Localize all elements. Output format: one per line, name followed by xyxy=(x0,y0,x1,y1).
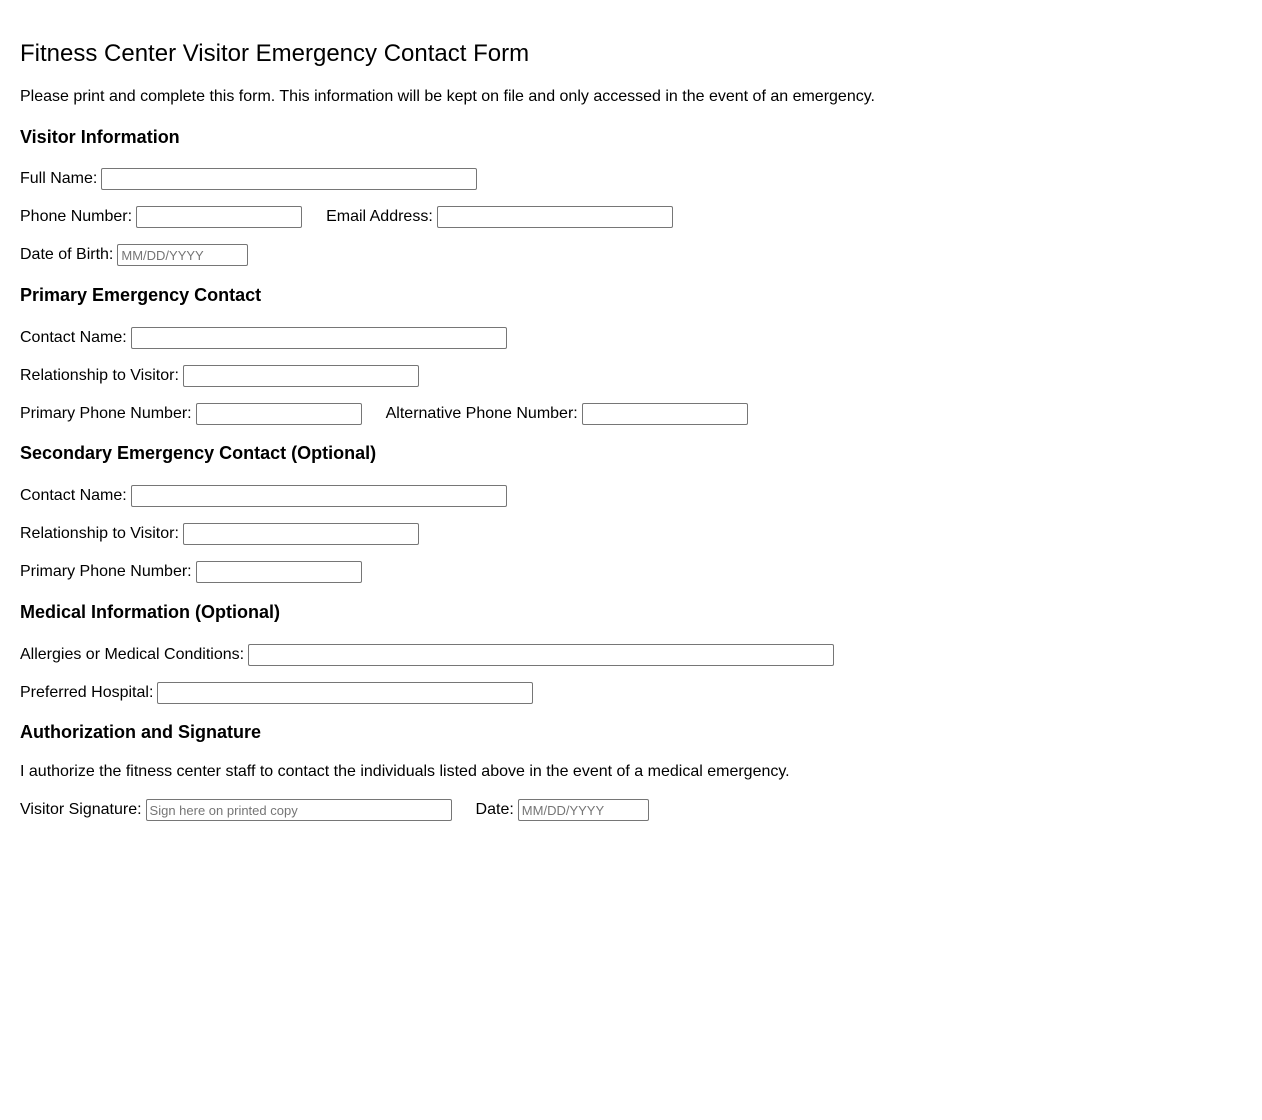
field-full-name xyxy=(20,168,477,190)
section-heading-medical: Medical Information (Optional) xyxy=(20,602,280,622)
row-phone-email xyxy=(20,205,673,229)
secondary-phone-input[interactable] xyxy=(196,561,362,583)
field-primary-relationship xyxy=(20,365,419,387)
field-secondary-phone xyxy=(20,561,362,583)
visitor-signature-label: Visitor Signature: xyxy=(20,801,142,818)
row-secondary-relationship xyxy=(20,522,419,546)
visitor-signature-input[interactable] xyxy=(146,799,452,821)
row-secondary-phone xyxy=(20,560,362,584)
section-heading-secondary-contact: Secondary Emergency Contact (Optional) xyxy=(20,443,377,463)
section-heading-authorization: Authorization and Signature xyxy=(20,722,261,742)
row-preferred-hospital xyxy=(20,681,533,705)
row-medical-conditions xyxy=(20,643,834,667)
full-name-label: Full Name: xyxy=(20,170,98,187)
medical-conditions-label: Allergies or Medical Conditions: xyxy=(20,646,245,663)
field-secondary-relationship xyxy=(20,523,419,545)
field-secondary-contact-name xyxy=(20,485,507,507)
alternative-phone-label: Alternative Phone Number: xyxy=(385,405,578,422)
row-primary-relationship xyxy=(20,364,419,388)
field-primary-contact-name xyxy=(20,327,507,349)
field-signature xyxy=(20,799,452,821)
primary-phone-label: Primary Phone Number: xyxy=(20,405,192,422)
primary-phone-input[interactable] xyxy=(196,403,362,425)
date-of-birth-input[interactable] xyxy=(117,244,248,266)
secondary-relationship-input[interactable] xyxy=(183,523,419,545)
authorization-statement: I authorize the fitness center staff to contact the individuals listed above in the event of a medical emergency. xyxy=(20,763,790,780)
row-secondary-contact-name xyxy=(20,484,507,508)
field-dob xyxy=(20,244,248,266)
medical-conditions-input[interactable] xyxy=(248,644,834,666)
full-name-input[interactable] xyxy=(101,168,477,190)
row-dob xyxy=(20,243,248,267)
section-heading-primary-contact: Primary Emergency Contact xyxy=(20,285,262,305)
row-primary-contact-name xyxy=(20,326,507,350)
secondary-contact-name-input[interactable] xyxy=(131,485,507,507)
field-signature-date xyxy=(476,799,649,821)
field-email xyxy=(326,206,673,228)
secondary-contact-name-label: Contact Name: xyxy=(20,487,127,504)
form-instructions: Please print and complete this form. This information will be kept on file and only accessed in the event of an emergency. xyxy=(20,88,875,105)
phone-number-input[interactable] xyxy=(136,206,302,228)
field-alternative-phone xyxy=(386,403,748,425)
section-heading-visitor: Visitor Information xyxy=(20,127,180,147)
signature-date-label: Date: xyxy=(475,801,514,818)
primary-relationship-label: Relationship to Visitor: xyxy=(20,367,179,384)
secondary-phone-label: Primary Phone Number: xyxy=(20,563,192,580)
page-title: Fitness Center Visitor Emergency Contact Form xyxy=(20,40,530,67)
preferred-hospital-input[interactable] xyxy=(157,682,533,704)
field-primary-phone xyxy=(20,403,362,425)
primary-contact-name-input[interactable] xyxy=(131,327,507,349)
primary-contact-name-label: Contact Name: xyxy=(20,329,127,346)
alternative-phone-input[interactable] xyxy=(582,403,748,425)
field-phone xyxy=(20,206,302,228)
field-preferred-hospital xyxy=(20,682,533,704)
row-primary-phones xyxy=(20,402,748,426)
secondary-relationship-label: Relationship to Visitor: xyxy=(20,525,179,542)
row-full-name xyxy=(20,167,477,191)
preferred-hospital-label: Preferred Hospital: xyxy=(20,684,154,701)
field-medical-conditions xyxy=(20,644,834,666)
row-signature-date xyxy=(20,798,649,822)
phone-number-label: Phone Number: xyxy=(20,208,133,225)
email-address-label: Email Address: xyxy=(326,208,433,225)
date-of-birth-label: Date of Birth: xyxy=(20,246,114,263)
signature-date-input[interactable] xyxy=(518,799,649,821)
email-address-input[interactable] xyxy=(437,206,673,228)
primary-relationship-input[interactable] xyxy=(183,365,419,387)
